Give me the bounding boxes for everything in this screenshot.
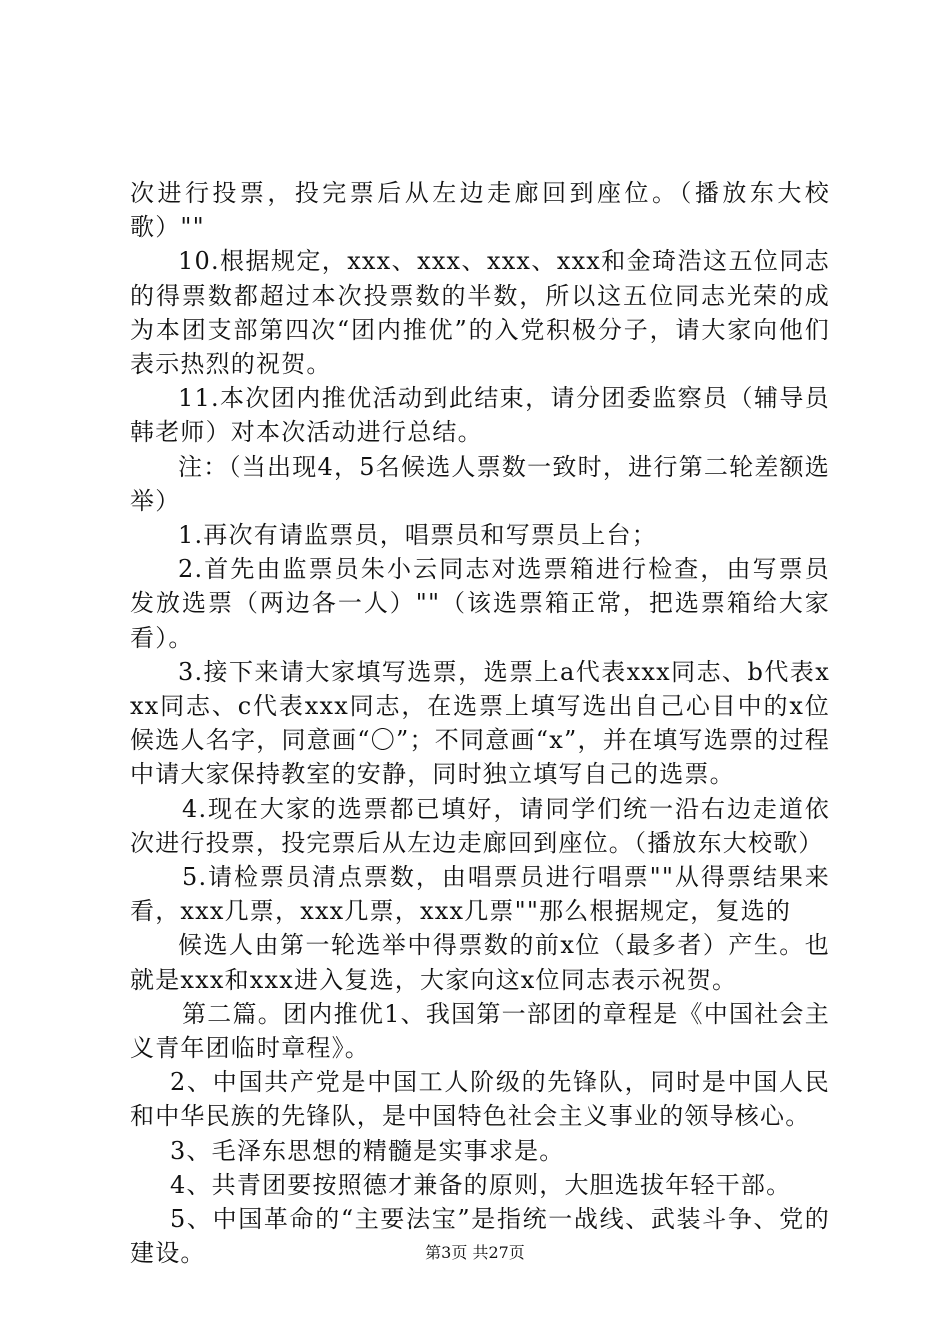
- paragraph-step-1: 1.再次有请监票员，唱票员和写票员上台；: [178, 521, 657, 550]
- page-number-footer: 第3页 共27页: [425, 1243, 525, 1262]
- paragraph-point-2: 2、中国共产党是中国工人阶级的先锋队，同时是中国人民和中华民族的先锋队，是中国特色社会主义事业的领导核心。: [130, 1068, 830, 1131]
- paragraph-step-5-continued: 候选人由第一轮选举中得票数的前x位（最多者）产生。也就是xxx和xxx进入复选，大家向这x位同志表示祝贺。: [130, 931, 830, 994]
- paragraph-item-11: 11.本次团内推优活动到此结束，请分团委监察员（辅导员韩老师）对本次活动进行总结。: [130, 384, 830, 447]
- paragraph-step-5: 5.请检票员清点票数，由唱票员进行唱票""从得票结果来看，xxx几票，xxx几票，xxx几票""那么根据规定，复选的: [130, 863, 830, 926]
- paragraph-part-two: 第二篇。团内推优1、我国第一部团的章程是《中国社会主义青年团临时章程》。: [130, 999, 830, 1063]
- paragraph-item-10: 10.根据规定，xxx、xxx、xxx、xxx和金琦浩这五位同志的得票数都超过本次投票数的半数，所以这五位同志光荣的成为本团支部第四次“团内推优”的入党积极分子，请大家向他们表示热烈的祝贺。: [130, 247, 830, 379]
- paragraph-step-3: 3.接下来请大家填写选票，选票上a代表xxx同志、b代表xxx同志、c代表xxx同志，在选票上填写选出自己心目中的x位候选人名字，同意画“〇”；不同意画“x”，并在填写选票的过程中请大家保持教室的安静，同时独立填写自己的选票。: [130, 657, 830, 789]
- paragraph-point-4: 4、共青团要按照德才兼备的原则，大胆选拔年轻干部。: [170, 1170, 792, 1199]
- paragraph-point-3: 3、毛泽东思想的精髓是实事求是。: [170, 1136, 565, 1165]
- paragraph-step-4: 4.现在大家的选票都已填好，请同学们统一沿右边走道依次进行投票，投完票后从左边走廊回到座位。（播放东大校歌）: [130, 794, 830, 857]
- document-body: [130, 176, 830, 1271]
- paragraph-step-2: 2.首先由监票员朱小云同志对选票箱进行检查，由写票员发放选票（两边各一人）""（该选票箱正常，把选票箱给大家看）。: [130, 555, 830, 652]
- paragraph-continuation: 次进行投票，投完票后从左边走廊回到座位。（播放东大校歌）"": [130, 179, 830, 242]
- paragraph-note: 注：（当出现4，5名候选人票数一致时，进行第二轮差额选举）: [130, 452, 830, 515]
- paragraph-point-5: 5、中国革命的“主要法宝”是指统一战线、武装斗争、党的建设。: [130, 1205, 830, 1268]
